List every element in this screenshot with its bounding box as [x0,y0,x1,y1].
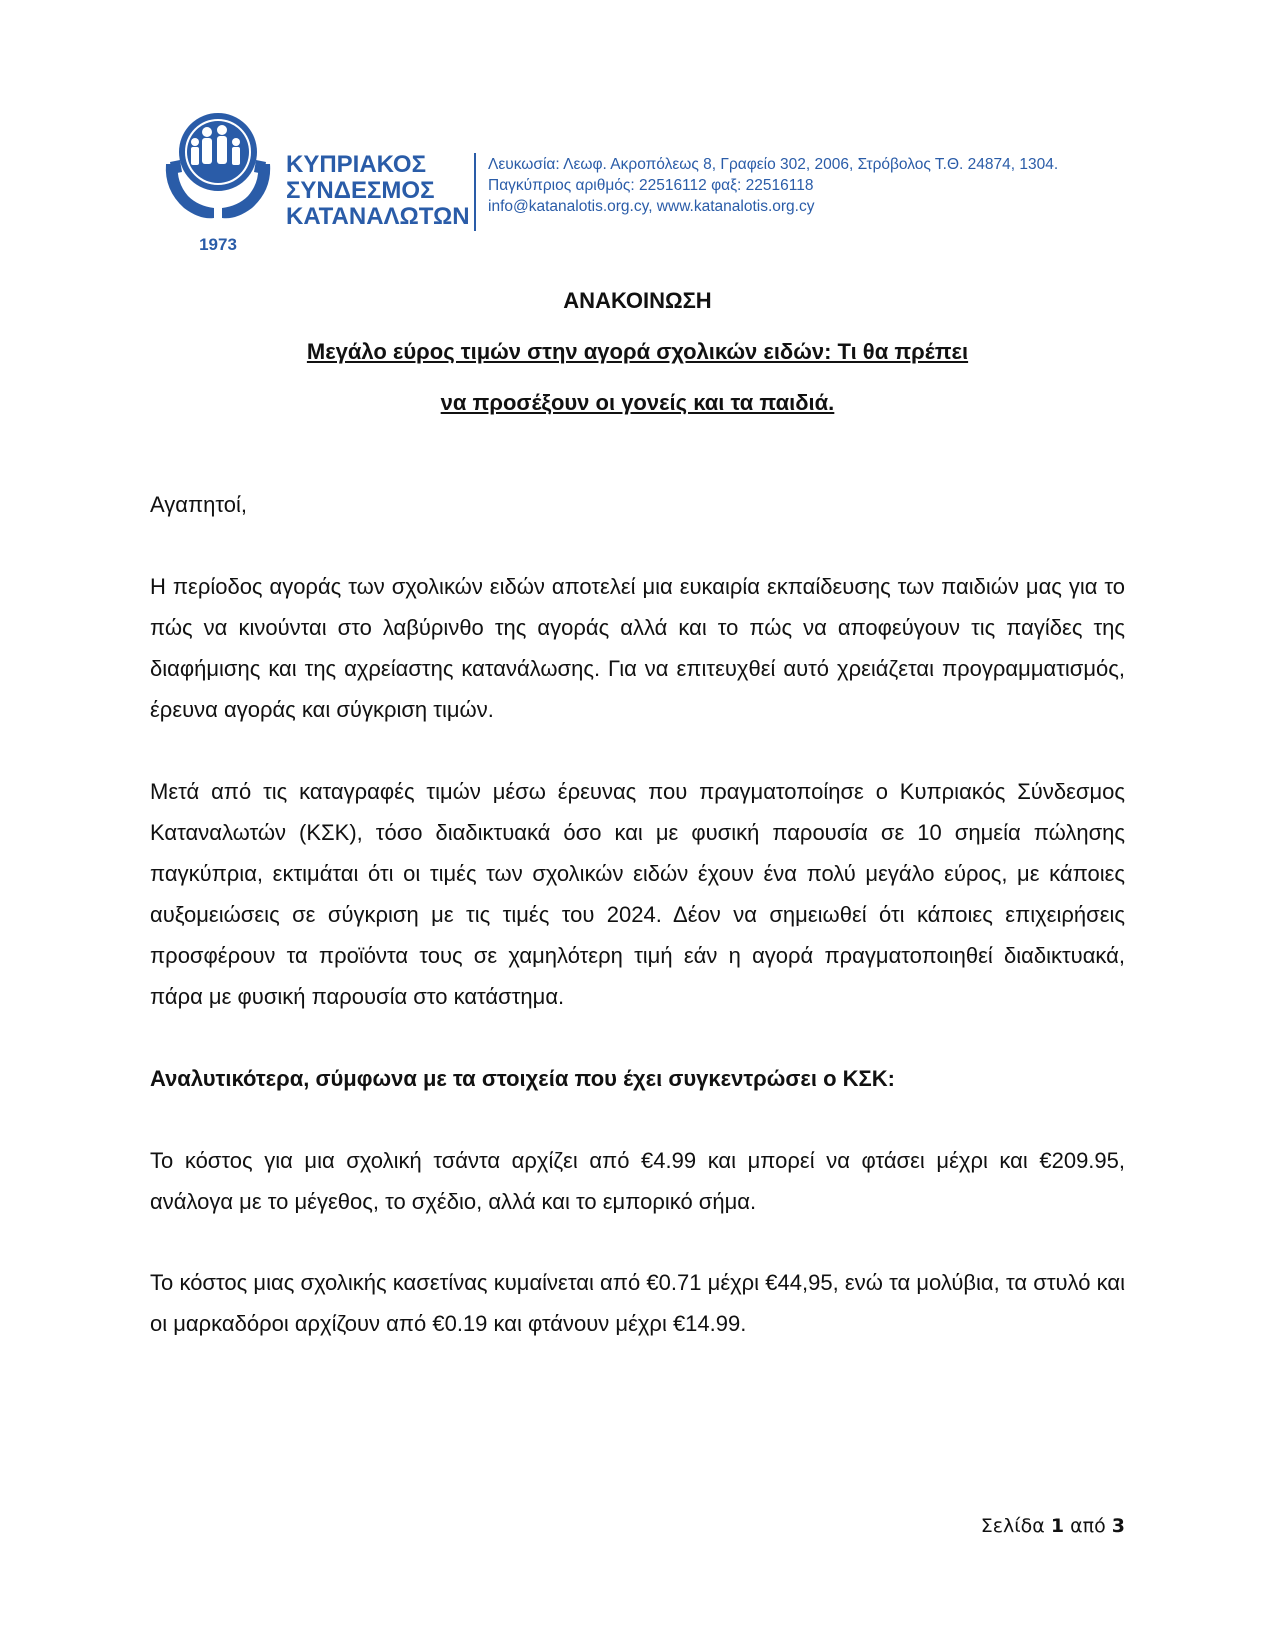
contact-phones: Παγκύπριος αριθμός: 22516112 φαξ: 22516118 [488,177,814,194]
letterhead-divider [474,153,476,231]
contact-details [488,154,1058,217]
document-subtitle-line-2: να προσέξουν οι γονείς και τα παιδιά. [440,390,835,415]
founded-year: 1973 [199,235,237,254]
greeting: Αγαπητοί, [150,492,248,517]
of-word: από [1070,1515,1106,1537]
contact-address: Λευκωσία: Λεωφ. Ακροπόλεως 8, Γραφείο 302, 2006, Στρόβολος Τ.Θ. 24874, 1304. [488,156,1059,173]
paragraph-survey: Μετά από τις καταγραφές τιμών μέσω έρευνας που πραγματοποίησε ο Κυπριακός Σύνδεσμος Καταναλωτών (ΚΣΚ), τόσο διαδικτυακά όσο και με φυσική παρουσία σε 10 σημεία πώλησης παγκύπρια, εκτιμάται ότι οι τιμές των σχολικών ειδών έχουν ένα πολύ μεγάλο εύρος, με κάποιες αυξομειώσεις σε σύγκριση με τις τιμές του 2024. Δέον να σημειωθεί ότι κάποιες επιχειρήσεις προσφέρουν τα προϊόντα τους σε χαμηλότερη τιμή εάν η αγορά πραγματοποιηθεί διαδικτυακά, πάρα με φυσική παρουσία στο κατάστημα. [150,779,1125,1009]
page-number [981,1515,1125,1537]
org-name-line-1: ΚΥΠΡΙΑΚΟΣ [286,151,426,178]
contact-web: info@katanalotis.org.cy, www.katanalotis.org.cy [488,198,815,215]
organization-name [286,152,486,230]
paragraph-pencilcase: Το κόστος μιας σχολικής κασετίνας κυμαίνεται από €0.71 μέχρι €44,95, ενώ τα μολύβια, τα στυλό και οι μαρκαδόροι αρχίζουν από €0.19 και φτάνουν μέχρι €14.99. [150,1270,1125,1336]
letterhead [158,108,1118,258]
details-heading: Αναλυτικότερα, σύμφωνα με τα στοιχεία που έχει συγκεντρώσει ο ΚΣΚ: [150,1066,895,1091]
org-name-line-3: ΚΑΤΑΝΑΛΩΤΩΝ [286,203,470,230]
consumer-association-logo [162,112,274,262]
page-total: 3 [1111,1515,1125,1537]
document-subtitle-line-1: Μεγάλο εύρος τιμών στην αγορά σχολικών ειδών: Τι θα πρέπει [306,339,969,364]
org-name-line-2: ΣΥΝΔΕΣΜΟΣ [286,177,435,204]
paragraph-intro: Η περίοδος αγοράς των σχολικών ειδών αποτελεί μια ευκαιρία εκπαίδευσης των παιδιών μας για το πώς να κινούνται στο λαβύρινθο της αγοράς αλλά και το πώς να αποφεύγουν τις παγίδες της διαφήμισης και της αχρείαστης κατανάλωσης. Για να επιτευχθεί αυτό χρειάζεται προγραμματισμός, έρευνα αγοράς και σύγκριση τιμών. [150,574,1125,722]
document-heading: ΑΝΑΚΟΙΝΩΣΗ [563,288,712,313]
page-word: Σελίδα [980,1515,1045,1537]
paragraph-schoolbag: Το κόστος για μια σχολική τσάντα αρχίζει από €4.99 και μπορεί να φτάσει μέχρι και €209.95, ανάλογα με το μέγεθος, το σχέδιο, αλλά και το εμπορικό σήμα. [150,1148,1125,1214]
page-current: 1 [1050,1515,1065,1537]
